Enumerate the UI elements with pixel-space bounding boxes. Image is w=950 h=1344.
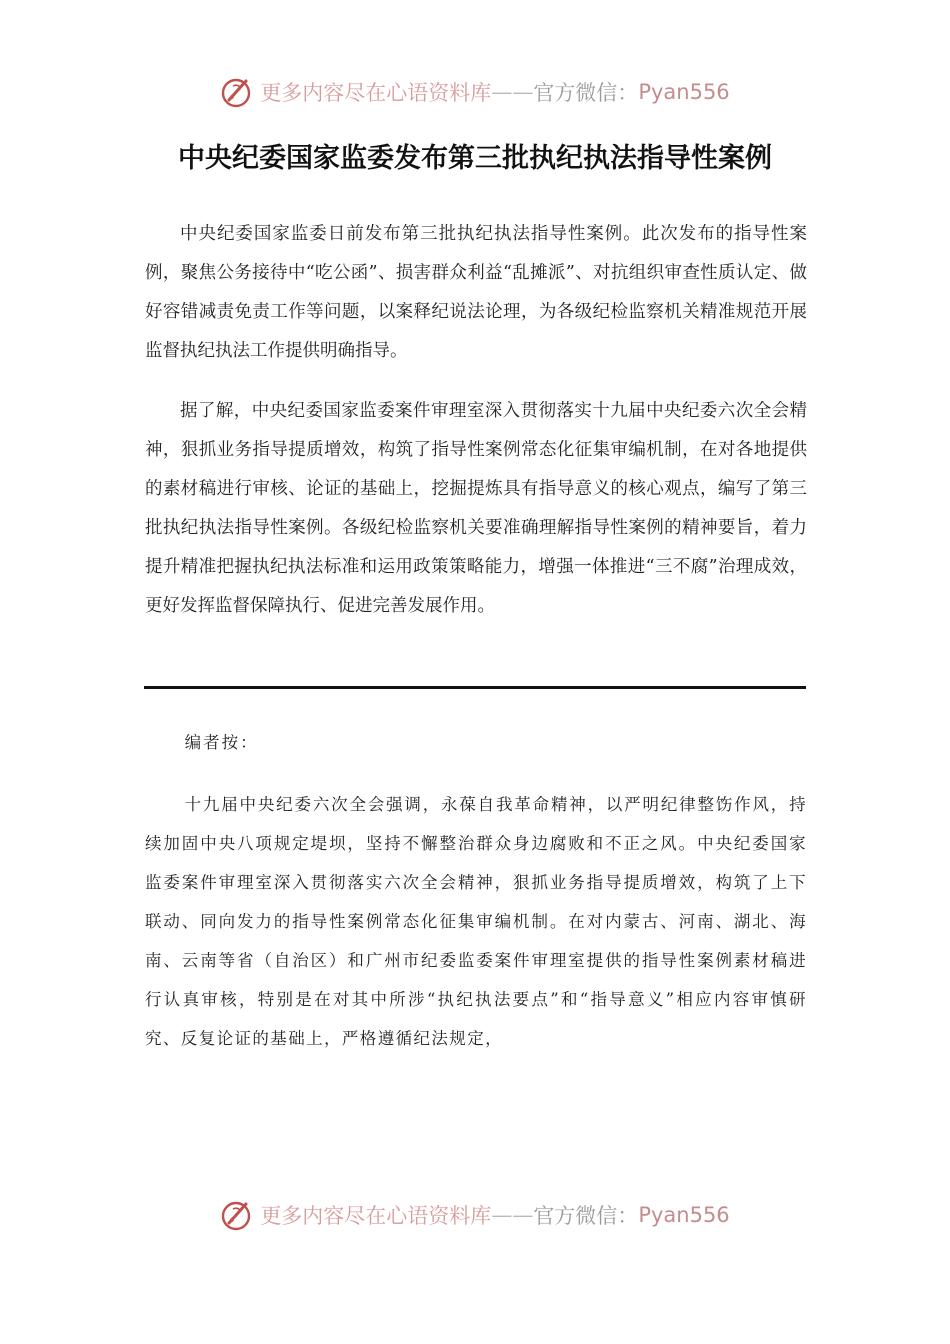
watermark-main-text: 更多内容尽在心语资料库 (260, 1204, 492, 1228)
watermark-dash: —— (491, 80, 534, 104)
article-paragraph-1: 中央纪委国家监委日前发布第三批执纪执法指导性案例。此次发布的指导性案例，聚焦公务接待中“吃公函”、损害群众利益“乱摊派”、对抗组织审查性质认定、做好容错减责免责工作等问题，以案释纪说法论理，为各级纪检监察机关精准规范开展监督执纪执法工作提供明确指导。 (145, 224, 807, 361)
article-paragraph-2: 据了解，中央纪委国家监委案件审理室深入贯彻落实十九届中央纪委六次全会精神，狠抓业务指导提质增效，构筑了指导性案例常态化征集审编机制，在对各地提供的素材稿进行审核、论证的基础上，挖掘提炼具有指导意义的核心观点，编写了第三批执纪执法指导性案例。各级纪检监察机关要准确理解指导性案例的精神要旨，着力提升精准把握执纪执法标准和运用政策策略能力，增强一体推进“三不腐”治理成效，更好发挥监督保障执行、促进完善发展作用。 (145, 401, 807, 616)
watermark-dash: —— (491, 1203, 534, 1227)
pen-circle-logo-icon (220, 1197, 256, 1233)
watermark-wechat-id: Pyan556 (638, 1203, 730, 1227)
watermark-sub-text: 官方微信： (533, 1204, 639, 1228)
watermark-sub-text: 官方微信： (533, 81, 639, 105)
section-divider (144, 686, 806, 689)
article-title: 中央纪委国家监委发布第三批执纪执法指导性案例 (178, 143, 772, 174)
watermark-header (0, 72, 950, 112)
watermark-main-text: 更多内容尽在心语资料库 (260, 81, 492, 105)
pen-circle-logo-icon (220, 74, 256, 110)
watermark-footer (0, 1195, 950, 1235)
editor-note-paragraph: 十九届中央纪委六次全会强调，永葆自我革命精神，以严明纪律整饬作风，持续加固中央八项规定堤坝，坚持不懈整治群众身边腐败和不正之风。中央纪委国家监委案件审理室深入贯彻落实六次全会精神，狠抓业务指导提质增效，构筑了上下联动、同向发力的指导性案例常态化征集审编机制。在对内蒙古、河南、湖北、海南、云南等省（自治区）和广州市纪委监委案件审理室提供的指导性案例素材稿进行认真审核，特别是在对其中所涉“执纪执法要点”和“指导意义”相应内容审慎研究、反复论证的基础上，严格遵循纪法规定， (145, 795, 807, 1048)
editor-note-label: 编者按： (184, 733, 259, 752)
watermark-wechat-id: Pyan556 (638, 80, 730, 104)
